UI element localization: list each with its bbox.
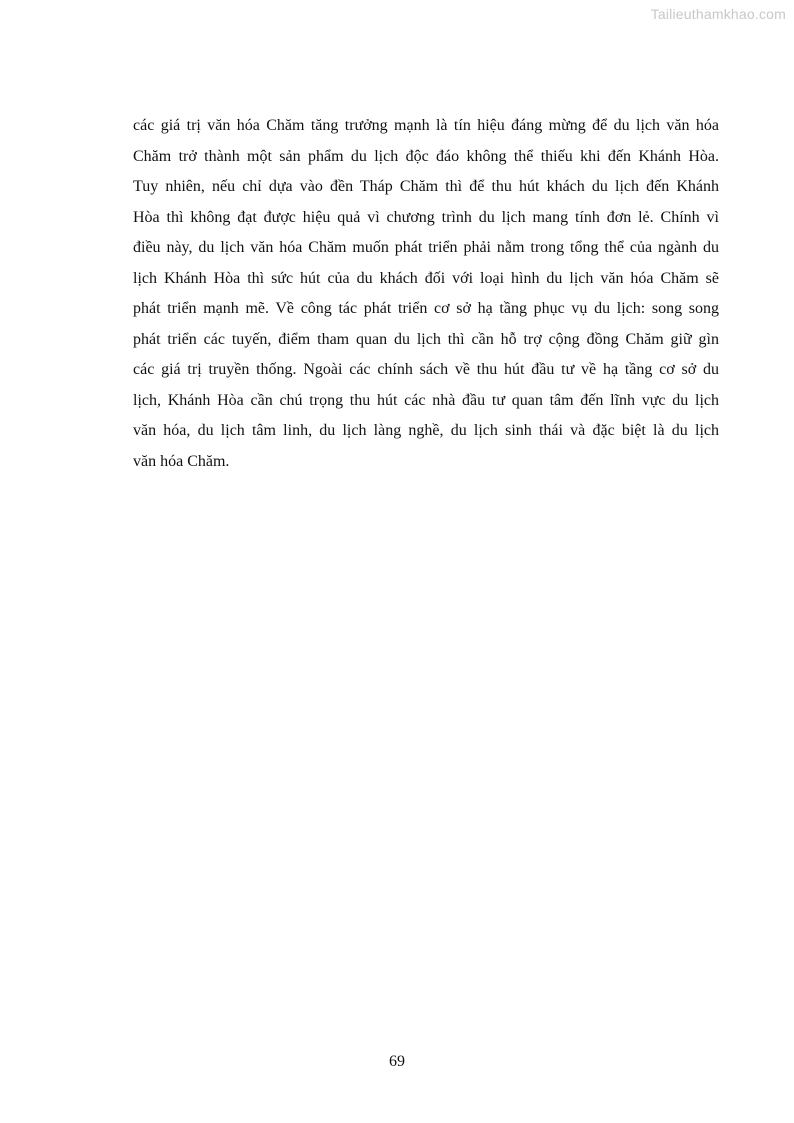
paragraph-line: Tuy nhiên, nếu chỉ dựa vào đền Tháp Chăm thì để thu hút khách du lịch đến Khánh	[133, 178, 719, 195]
paragraph-line: văn hóa Chăm.	[133, 452, 230, 470]
paragraph-line: các giá trị văn hóa Chăm tăng trưởng mạnh là tín hiệu đáng mừng để du lịch văn hóa	[133, 117, 719, 134]
page-number: 69	[389, 1053, 405, 1070]
paragraph-line: điều này, du lịch văn hóa Chăm muốn phát triển phải nằm trong tổng thể của ngành du	[133, 239, 719, 256]
paragraph-line: Chăm trở thành một sản phẩm du lịch độc đáo không thể thiếu khi đến Khánh Hòa.	[133, 147, 719, 165]
watermark: Tailieuthamkhao.com	[650, 6, 786, 22]
body-paragraph	[133, 111, 719, 477]
paragraph-line: lịch, Khánh Hòa cần chú trọng thu hút các nhà đầu tư quan tâm đến lĩnh vực du lịch	[133, 391, 719, 409]
paragraph-line: các giá trị truyền thống. Ngoài các chính sách về thu hút đầu tư về hạ tầng cơ sở du	[133, 361, 719, 378]
paragraph-line: văn hóa, du lịch tâm linh, du lịch làng nghề, du lịch sinh thái và đặc biệt là du lịch	[133, 422, 719, 439]
paragraph-line: phát triển các tuyến, điểm tham quan du lịch thì cần hỗ trợ cộng đồng Chăm giữ gìn	[133, 330, 719, 348]
paragraph-line: Hòa thì không đạt được hiệu quả vì chương trình du lịch mang tính đơn lẻ. Chính vì	[133, 208, 719, 226]
paragraph-line: lịch Khánh Hòa thì sức hút của du khách đối với loại hình du lịch văn hóa Chăm sẽ	[133, 269, 719, 287]
paragraph-line: phát triển mạnh mẽ. Về công tác phát triển cơ sở hạ tầng phục vụ du lịch: song song	[133, 300, 719, 317]
